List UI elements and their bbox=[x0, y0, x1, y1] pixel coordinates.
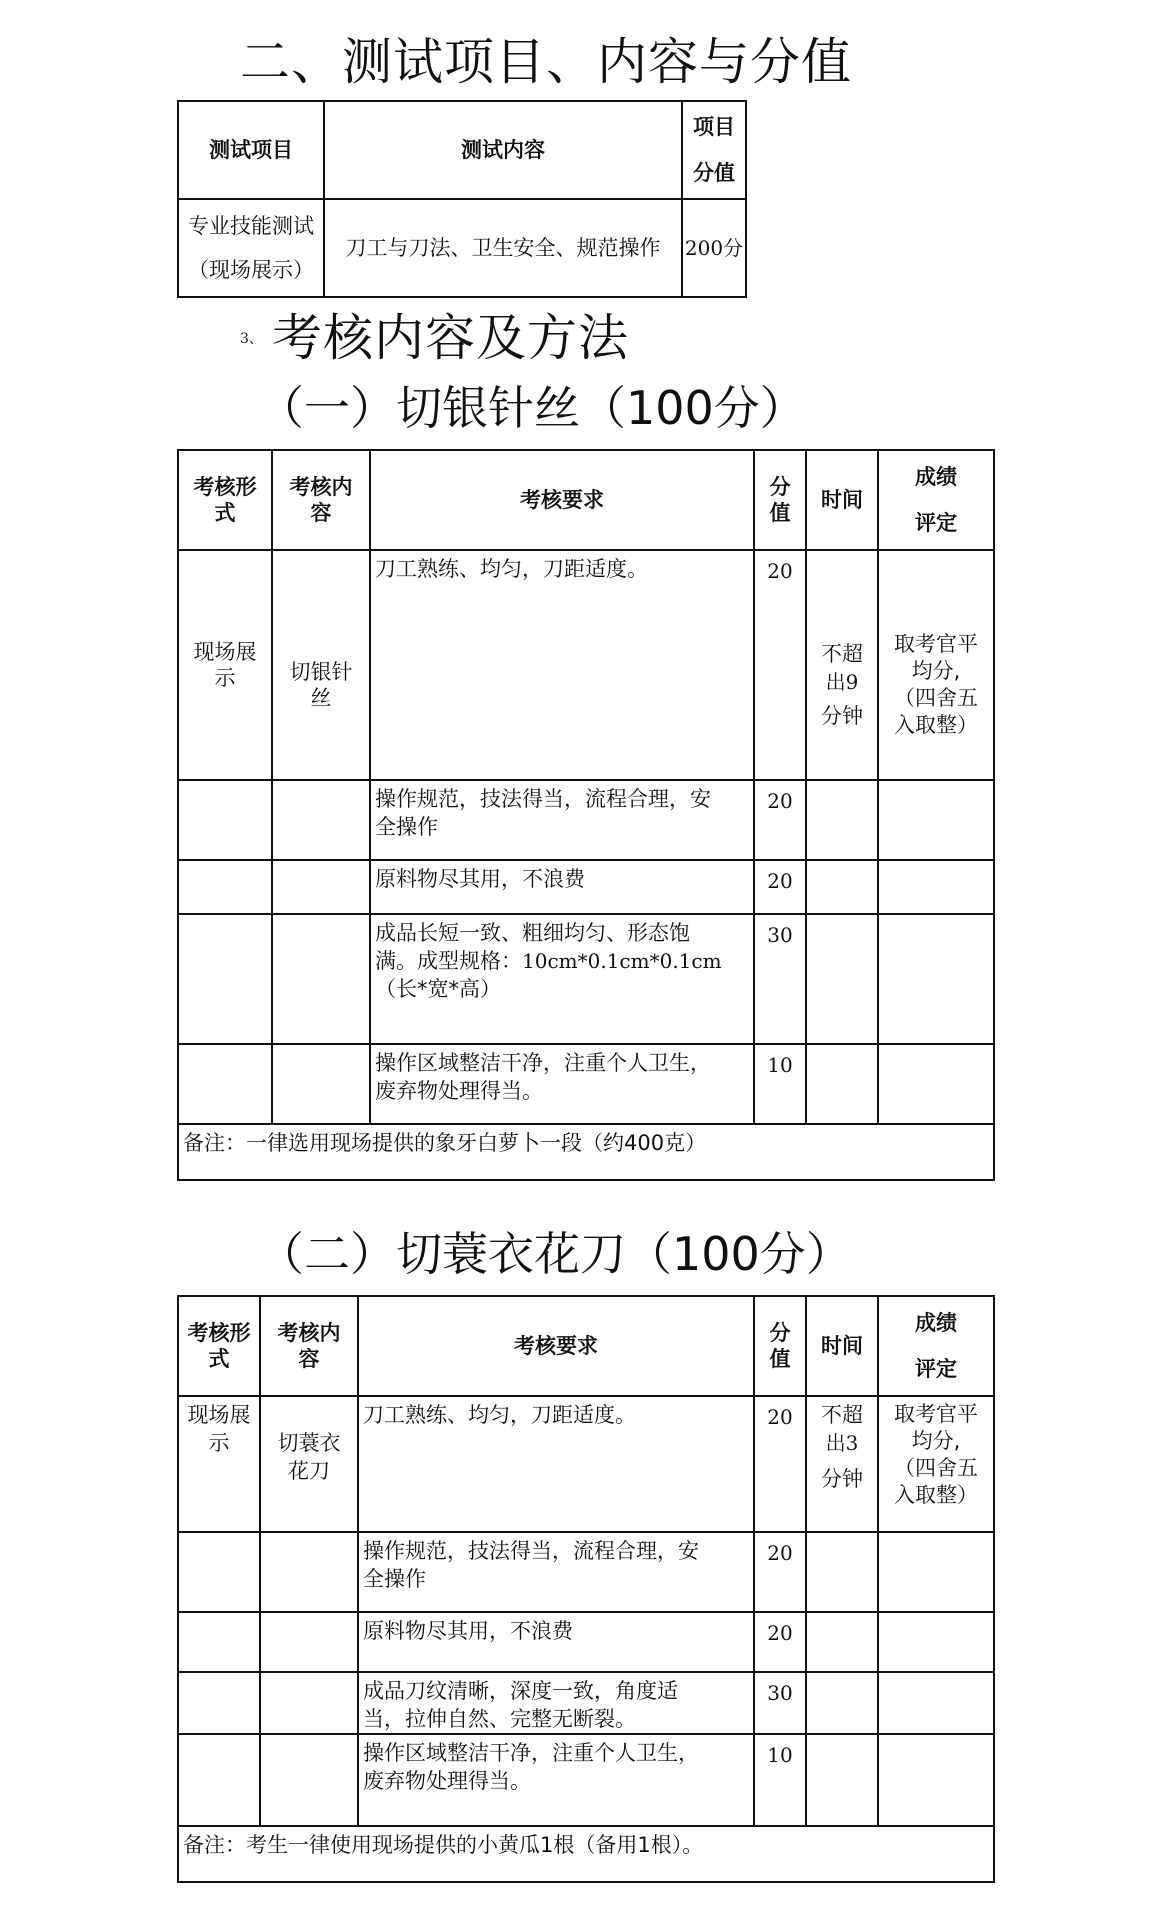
requirement-5: 操作区域整洁干净，注重个人卫生， 废弃物处理得当。 bbox=[358, 1734, 754, 1826]
header-content: 考核内 容 bbox=[272, 450, 370, 550]
requirement-1: 刀工熟练、均匀，刀距适度。 bbox=[370, 550, 754, 780]
header-form: 考核形 式 bbox=[178, 450, 272, 550]
requirement-4: 成品刀纹清晰，深度一致，角度适 当，拉伸自然、完整无断裂。 bbox=[358, 1672, 754, 1734]
requirement-2: 操作规范，技法得当，流程合理，安 全操作 bbox=[358, 1532, 754, 1612]
note-2: 备注：考生一律使用现场提供的小黄瓜1根（备用1根）。 bbox=[178, 1826, 994, 1882]
score-3: 20 bbox=[754, 860, 806, 914]
score-2: 20 bbox=[754, 780, 806, 860]
section-3-title: 考核内容及方法 bbox=[272, 309, 629, 367]
score-5: 10 bbox=[754, 1044, 806, 1124]
part-1-table bbox=[177, 449, 995, 1181]
cell-evaluation: 取考官平 均分, （四舍五 入取整） bbox=[878, 550, 994, 780]
header-item-score: 项目 分值 bbox=[682, 101, 746, 199]
score-1: 20 bbox=[754, 550, 806, 780]
header-form: 考核形 式 bbox=[178, 1296, 260, 1396]
cell-time: 不超 出3 分钟 bbox=[806, 1396, 878, 1532]
score-1: 20 bbox=[754, 1396, 806, 1532]
cell-content: 切银针 丝 bbox=[272, 550, 370, 780]
test-items-table bbox=[177, 100, 747, 298]
cell-content: 切蓑衣 花刀 bbox=[260, 1396, 358, 1532]
cell-item-score: 200分 bbox=[682, 199, 746, 297]
header-time: 时间 bbox=[806, 450, 878, 550]
header-test-content: 测试内容 bbox=[324, 101, 682, 199]
part-1-title: （一）切银针丝（100分） bbox=[258, 381, 806, 435]
header-score: 分 值 bbox=[754, 1296, 806, 1396]
cell-form: 现场展 示 bbox=[178, 1396, 260, 1532]
header-score: 分 值 bbox=[754, 450, 806, 550]
cell-test-item: 专业技能测试 （现场展示） bbox=[178, 199, 324, 297]
score-4: 30 bbox=[754, 1672, 806, 1734]
header-requirement: 考核要求 bbox=[358, 1296, 754, 1396]
header-content: 考核内 容 bbox=[260, 1296, 358, 1396]
requirement-2: 操作规范，技法得当，流程合理，安 全操作 bbox=[370, 780, 754, 860]
section-2-title: 二、测试项目、内容与分值 bbox=[240, 33, 852, 91]
requirement-5: 操作区域整洁干净，注重个人卫生， 废弃物处理得当。 bbox=[370, 1044, 754, 1124]
score-4: 30 bbox=[754, 914, 806, 1044]
score-3: 20 bbox=[754, 1612, 806, 1672]
part-2-table bbox=[177, 1295, 995, 1883]
part-2-title: （二）切蓑衣花刀（100分） bbox=[258, 1227, 852, 1281]
cell-test-content: 刀工与刀法、卫生安全、规范操作 bbox=[324, 199, 682, 297]
cell-time: 不超 出9 分钟 bbox=[806, 550, 878, 780]
cell-evaluation: 取考官平 均分, （四舍五 入取整） bbox=[878, 1396, 994, 1532]
score-5: 10 bbox=[754, 1734, 806, 1826]
header-evaluation: 成绩 评定 bbox=[878, 450, 994, 550]
section-3-prefix: 3、 bbox=[240, 331, 263, 347]
header-requirement: 考核要求 bbox=[370, 450, 754, 550]
header-test-item: 测试项目 bbox=[178, 101, 324, 199]
header-evaluation: 成绩 评定 bbox=[878, 1296, 994, 1396]
requirement-4: 成品长短一致、粗细均匀、形态饱 满。成型规格：10cm*0.1cm*0.1cm （长*宽*高） bbox=[370, 914, 754, 1044]
requirement-3: 原料物尽其用，不浪费 bbox=[370, 860, 754, 914]
cell-form: 现场展 示 bbox=[178, 550, 272, 780]
requirement-3: 原料物尽其用，不浪费 bbox=[358, 1612, 754, 1672]
note-1: 备注：一律选用现场提供的象牙白萝卜一段（约400克） bbox=[178, 1124, 994, 1180]
requirement-1: 刀工熟练、均匀，刀距适度。 bbox=[358, 1396, 754, 1532]
score-2: 20 bbox=[754, 1532, 806, 1612]
header-time: 时间 bbox=[806, 1296, 878, 1396]
